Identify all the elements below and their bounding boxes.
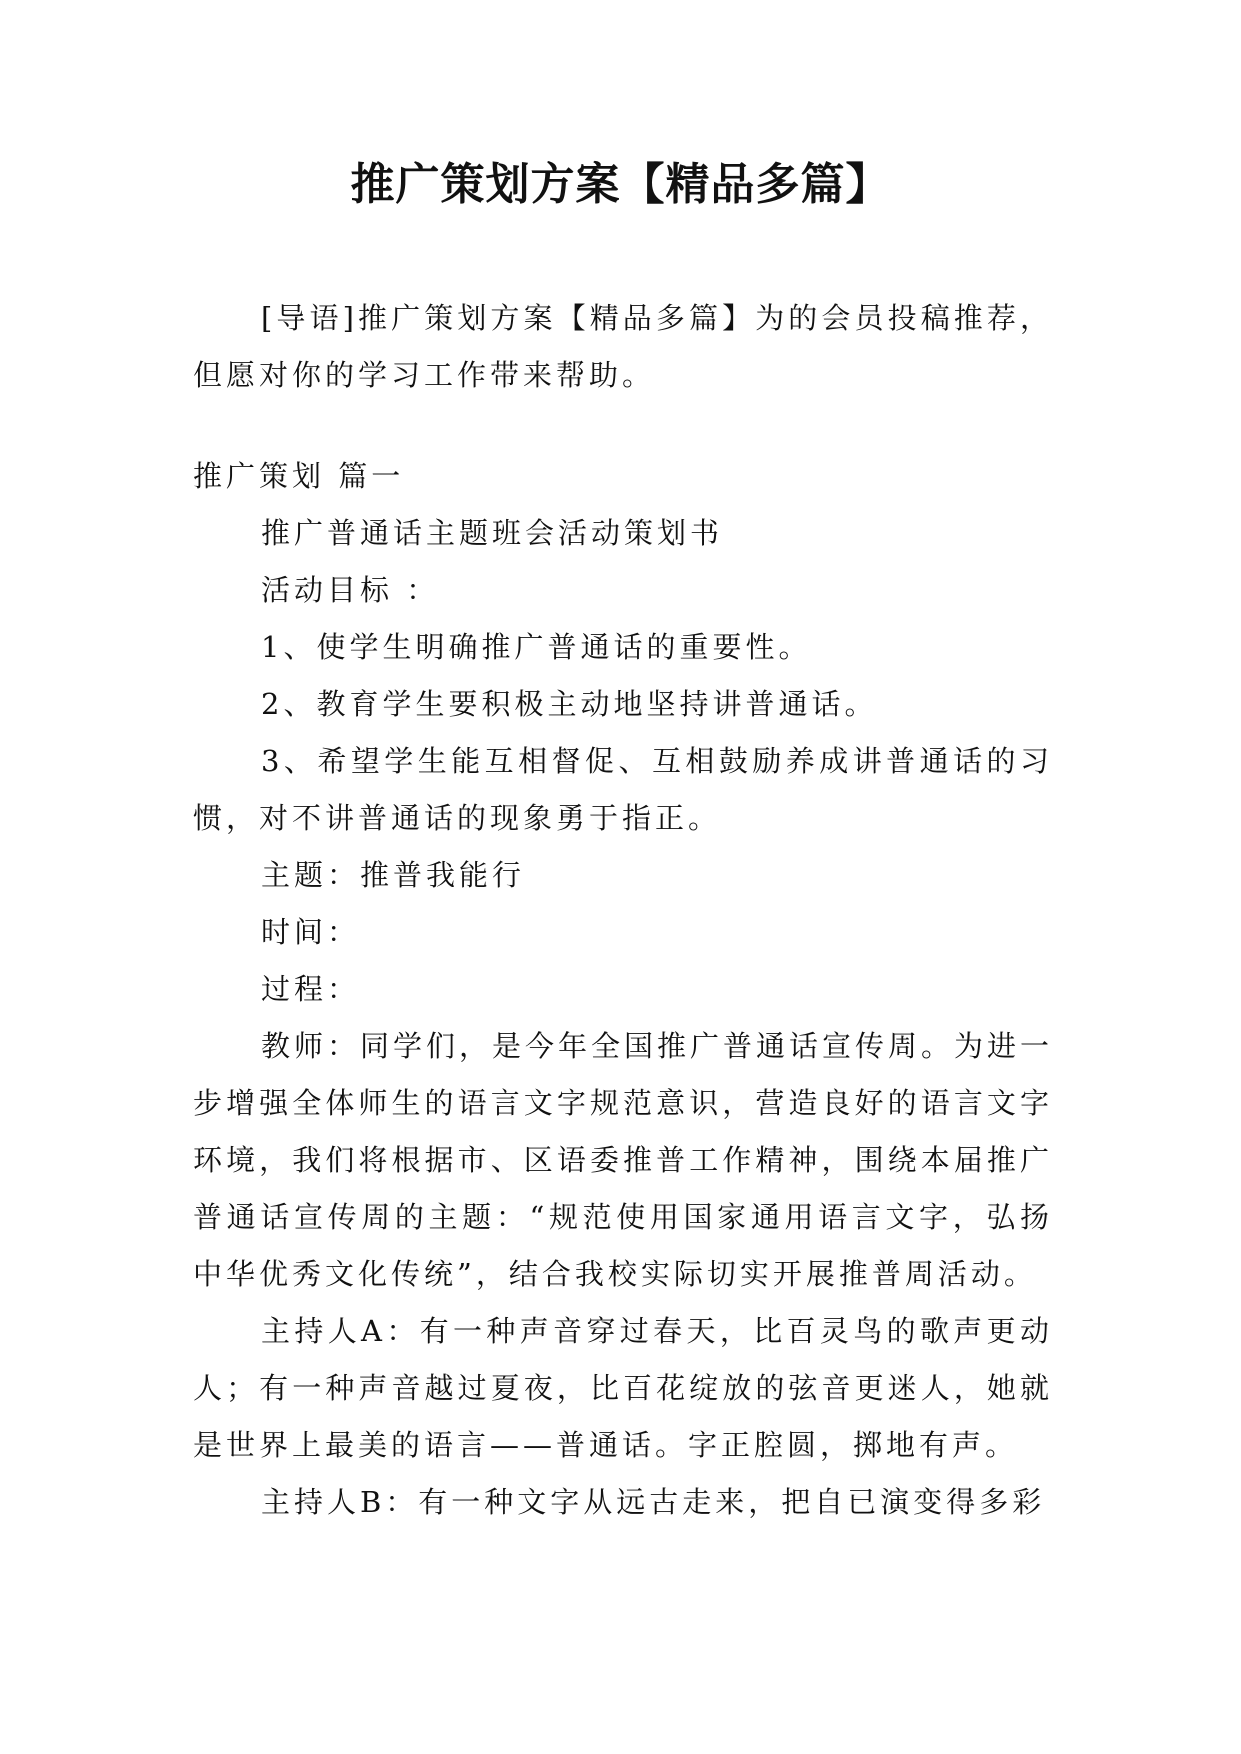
body-paragraph: 时间： — [261, 915, 361, 949]
body-paragraph: 活动目标 ： — [261, 573, 440, 607]
body-paragraph: 推广普通话主题班会活动策划书 — [261, 516, 724, 550]
body-paragraph: 教师：同学们，是今年全国推广普通话宣传周。为进一步增强全体师生的语言文字规范意识，营造良好的语言文字环境，我们将根据市、区语委推普工作精神，围绕本届推广普通话宣传周的主题：“规范使用国家通用语言文字，弘扬中华优秀文化传统”，结合我校实际切实开展推普周活动。 — [193, 1029, 1054, 1291]
document-body — [193, 290, 1053, 1531]
body-paragraph: 1、使学生明确推广普通话的重要性。 — [261, 630, 812, 664]
document-title: 推广策划方案【精品多篇】 — [350, 159, 891, 210]
spacer — [193, 404, 1053, 448]
body-paragraph: 主持人B：有一种文字从远古走来，把自已演变得多彩 — [261, 1485, 1046, 1519]
body-paragraph: 3、希望学生能互相督促、互相鼓励养成讲普通话的习惯，对不讲普通话的现象勇于指正。 — [193, 744, 1053, 835]
body-paragraph: 2、教育学生要积极主动地坚持讲普通话。 — [261, 687, 878, 721]
body-paragraph: 过程： — [261, 972, 361, 1006]
intro-paragraph: [导语]推广策划方案【精品多篇】为的会员投稿推荐，但愿对你的学习工作带来帮助。 — [193, 301, 1053, 392]
body-paragraph: 主题：推普我能行 — [261, 858, 526, 892]
section-heading: 推广策划 篇一 — [193, 459, 405, 493]
body-paragraph: 主持人A：有一种声音穿过春天，比百灵鸟的歌声更动人；有一种声音越过夏夜，比百花绽放的弦音更迷人，她就是世界上最美的语言——普通话。字正腔圆，掷地有声。 — [193, 1314, 1053, 1462]
